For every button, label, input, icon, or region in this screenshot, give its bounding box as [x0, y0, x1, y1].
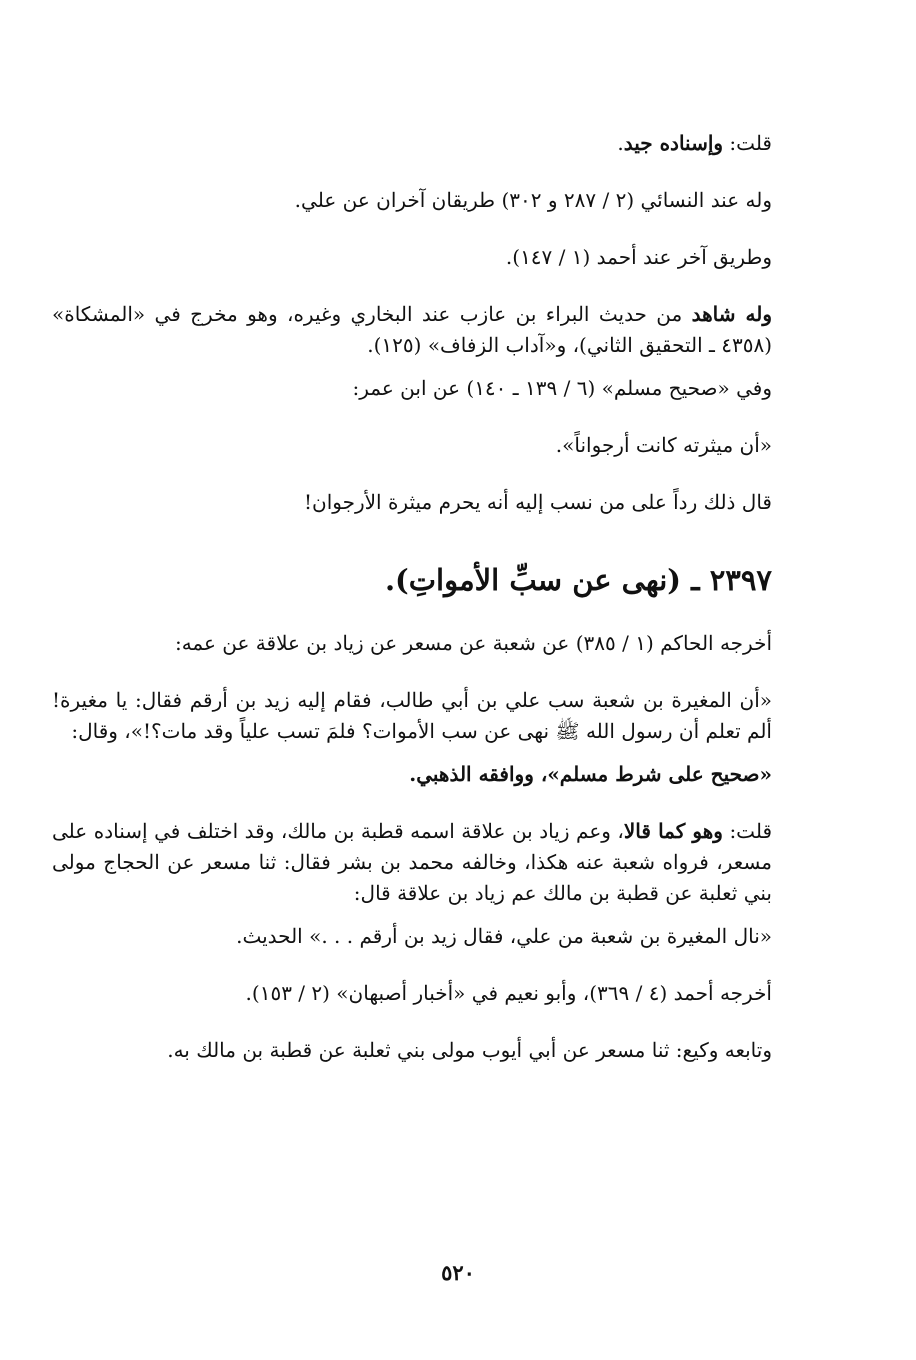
paragraph-4: [52, 299, 806, 361]
paragraph-10: «صحيح على شرط مسلم»، ووافقه الذهبي.: [409, 762, 772, 786]
paragraph-9: «أن المغيرة بن شعبة سب علي بن أبي طالب، فقام إليه زيد بن أرقم فقال: يا مغيرة! ألم تعلم أن رسول الله ﷺ نهى عن سب الأموات؟ فلمَ تسب علياً وقد مات؟!»، وقال:: [52, 688, 772, 743]
paragraph-13: أخرجه أحمد (٤ / ٣٦٩)، وأبو نعيم في «أخبار أصبهان» (٢ / ١٥٣).: [245, 981, 772, 1005]
paragraph-11-lead: قلت:: [722, 819, 772, 843]
paragraph-4-bold: وله شاهد: [691, 302, 772, 326]
paragraph-1: [52, 128, 806, 159]
paragraph-4-rest: من حديث البراء بن عازب عند البخاري وغيره، وهو مخرج في «المشكاة» (٤٣٥٨ ـ التحقيق الثاني)، و«آداب الزفاف» (١٢٥).: [52, 302, 772, 357]
paragraph-6: «أن ميثرته كانت أرجواناً».: [555, 433, 772, 457]
paragraph-1-lead: قلت:: [723, 131, 772, 155]
paragraph-3: وطريق آخر عند أحمد (١ / ١٤٧).: [505, 245, 772, 269]
hadith-heading: ٢٣٩٧ ـ (نهى عن سبِّ الأمواتِ).: [384, 563, 772, 597]
paragraph-2: وله عند النسائي (٢ / ٢٨٧ و ٣٠٢) طريقان آخران عن علي.: [294, 188, 772, 212]
paragraph-7: قال ذلك رداً على من نسب إليه أنه يحرم ميثرة الأرجوان!: [304, 490, 772, 514]
paragraph-11-rest: ، وعم زياد بن علاقة اسمه قطبة بن مالك، وقد اختلف في إسناده على مسعر، فرواه شعبة عنه هكذا، وخالفه محمد بن بشر فقال: ثنا مسعر عن الحجاج مولى بني ثعلبة عن قطبة بن مالك عم زياد بن علاقة قال:: [52, 819, 772, 905]
paragraph-5: وفي «صحيح مسلم» (٦ / ١٣٩ ـ ١٤٠) عن ابن عمر:: [352, 376, 772, 400]
paragraph-11-bold: وهو كما قالا: [623, 819, 723, 843]
page-body: [52, 128, 806, 1092]
paragraph-1-bold: وإسناده جيد: [623, 131, 724, 155]
paragraph-11: [52, 816, 806, 909]
page-number: ٥٢٠: [441, 1260, 475, 1285]
paragraph-1-end: .: [617, 131, 624, 155]
paragraph-14: وتابعه وكيع: ثنا مسعر عن أبي أيوب مولى بني ثعلبة عن قطبة بن مالك به.: [167, 1038, 772, 1062]
paragraph-8: أخرجه الحاكم (١ / ٣٨٥) عن شعبة عن مسعر عن زياد بن علاقة عن عمه:: [174, 631, 772, 655]
paragraph-12: «نال المغيرة بن شعبة من علي، فقال زيد بن أرقم . . .» الحديث.: [236, 924, 772, 948]
